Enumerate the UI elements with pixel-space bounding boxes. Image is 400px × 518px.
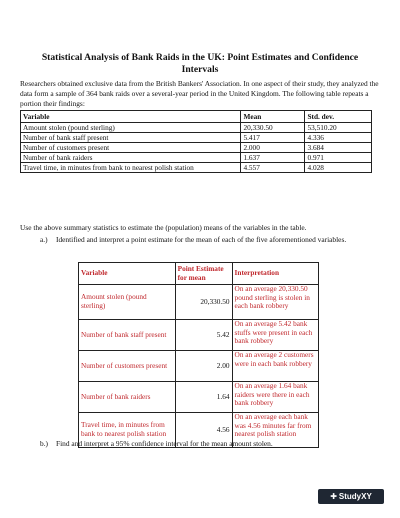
table-cell: Number of bank staff present <box>79 320 176 351</box>
column-header: Interpretation <box>232 263 318 285</box>
table-cell: Travel time, in minutes from bank to nearest polish station <box>21 163 241 173</box>
table-cell: 0.971 <box>305 153 372 163</box>
table-cell: Number of bank raiders <box>21 153 241 163</box>
question-a-text: Identified and interpret a point estimate for the mean of each of the five aforementioned variables. <box>56 235 347 244</box>
question-a-label: a.) <box>40 235 48 244</box>
table-row <box>79 382 319 413</box>
question-a <box>40 235 360 245</box>
table-row <box>21 133 372 143</box>
column-header: Std. dev. <box>305 111 372 123</box>
table-row <box>21 123 372 133</box>
table-row <box>21 143 372 153</box>
table-cell: Number of customers present <box>79 351 176 382</box>
table-cell: Amount stolen (pound sterling) <box>21 123 241 133</box>
summary-table <box>20 110 372 173</box>
plus-icon: ✚ <box>330 492 337 501</box>
table-cell: 4.336 <box>305 133 372 143</box>
document-title: Statistical Analysis of Bank Raids in the UK: Point Estimates and Confidence Intervals <box>41 52 359 75</box>
table-cell: 2.00 <box>175 351 232 382</box>
question-b <box>40 439 360 449</box>
answer-table <box>78 262 319 448</box>
table-cell: 2.000 <box>241 143 305 153</box>
table-cell: 53,510.20 <box>305 123 372 133</box>
table-cell: On an average 2 customers were in each bank robbery <box>232 351 318 382</box>
table-cell: Travel time, in minutes from bank to nearest polish station <box>79 413 176 448</box>
table-cell: 20,330.50 <box>241 123 305 133</box>
logo-text: StudyXY <box>338 492 372 501</box>
table-cell: Number of customers present <box>21 143 241 153</box>
table-cell: Number of bank staff present <box>21 133 241 143</box>
table-row <box>21 153 372 163</box>
column-header: Variable <box>79 263 176 285</box>
studyxy-logo[interactable] <box>318 489 384 504</box>
intro-paragraph: Researchers obtained exclusive data from the British Bankers' Association. In one aspect of their study, they analyzed the data form a sample of 364 bank raids over a several-year period in the United Kingdom. The following table repeats a portion their findings: <box>20 79 379 108</box>
column-header: Mean <box>241 111 305 123</box>
table-cell: 4.56 <box>175 413 232 448</box>
table-cell: 4.557 <box>241 163 305 173</box>
table-cell: 5.417 <box>241 133 305 143</box>
table-header-row <box>21 111 372 123</box>
instruction-text: Use the above summary statistics to estimate the (population) means of the variables in the table. <box>20 223 307 232</box>
table-cell: On an average 1.64 bank raiders were there in each bank robbery <box>232 382 318 413</box>
table-row <box>79 351 319 382</box>
table-row <box>79 320 319 351</box>
table-row <box>79 285 319 320</box>
table-cell: 1.64 <box>175 382 232 413</box>
column-header: Variable <box>21 111 241 123</box>
table-cell: Number of bank raiders <box>79 382 176 413</box>
table-header-row <box>79 263 319 285</box>
question-b-label: b.) <box>40 439 49 448</box>
table-cell: On an average 5.42 bank stuffs were present in each bank robbery <box>232 320 318 351</box>
table-cell: 1.637 <box>241 153 305 163</box>
table-cell: 3.684 <box>305 143 372 153</box>
table-row <box>21 163 372 173</box>
question-b-text: Find and interpret a 95% confidence interval for the mean amount stolen. <box>56 439 273 448</box>
table-cell: On an average each bank was 4.56 minutes far from nearest polish station <box>232 413 318 448</box>
table-cell: Amount stolen (pound sterling) <box>79 285 176 320</box>
table-cell: 5.42 <box>175 320 232 351</box>
column-header: Point Estimate for mean <box>175 263 232 285</box>
table-cell: 4.028 <box>305 163 372 173</box>
table-cell: On an average 20,330.50 pound sterling is stolen in each bank robbery <box>232 285 318 320</box>
table-cell: 20,330.50 <box>175 285 232 320</box>
